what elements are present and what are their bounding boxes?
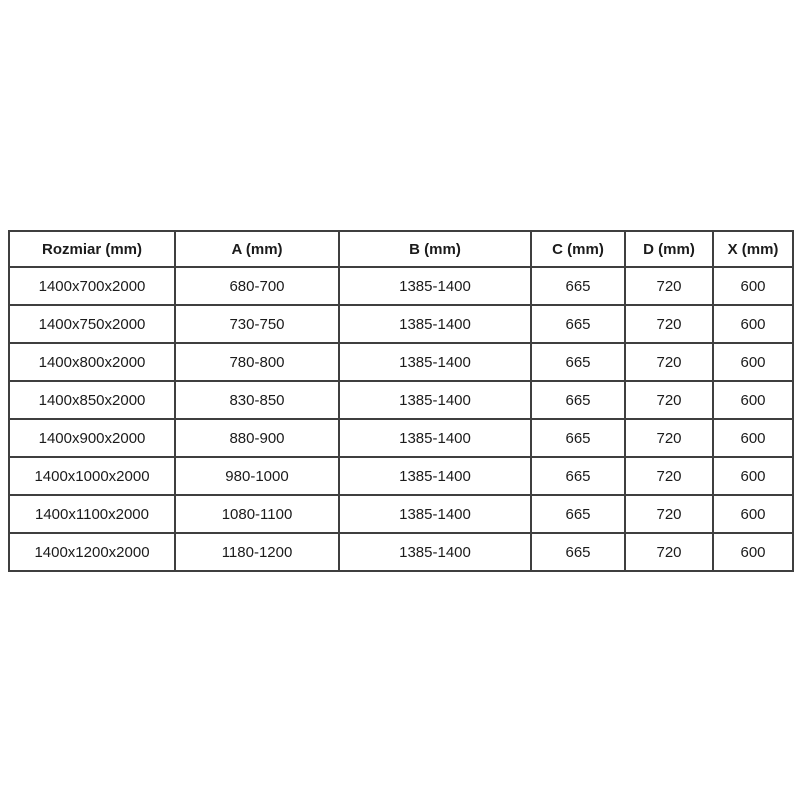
table-cell-c: 665 (531, 457, 625, 495)
table-body (9, 267, 793, 571)
table-cell-d: 720 (625, 381, 713, 419)
table-cell-d: 720 (625, 305, 713, 343)
table-row (9, 305, 793, 343)
table-cell-d: 720 (625, 533, 713, 571)
table-cell-d: 720 (625, 495, 713, 533)
table-cell-c: 665 (531, 533, 625, 571)
dimensions-table (8, 230, 794, 572)
table-cell-c: 665 (531, 381, 625, 419)
table-cell-b: 1385-1400 (339, 533, 531, 571)
column-header-c: C (mm) (531, 231, 625, 267)
table-cell-b: 1385-1400 (339, 457, 531, 495)
table-cell-d: 720 (625, 267, 713, 305)
table-cell-c: 665 (531, 305, 625, 343)
table-cell-rozmiar: 1400x900x2000 (9, 419, 175, 457)
table-cell-x: 600 (713, 343, 793, 381)
table-cell-a: 780-800 (175, 343, 339, 381)
table-cell-c: 665 (531, 267, 625, 305)
table-cell-x: 600 (713, 495, 793, 533)
table-cell-rozmiar: 1400x1100x2000 (9, 495, 175, 533)
table-cell-b: 1385-1400 (339, 305, 531, 343)
table-cell-a: 1080-1100 (175, 495, 339, 533)
table-row (9, 419, 793, 457)
table-cell-b: 1385-1400 (339, 343, 531, 381)
table-cell-rozmiar: 1400x750x2000 (9, 305, 175, 343)
column-header-rozmiar: Rozmiar (mm) (9, 231, 175, 267)
table-cell-x: 600 (713, 457, 793, 495)
table-cell-b: 1385-1400 (339, 267, 531, 305)
table-cell-x: 600 (713, 533, 793, 571)
table-cell-x: 600 (713, 305, 793, 343)
column-header-d: D (mm) (625, 231, 713, 267)
table-cell-c: 665 (531, 419, 625, 457)
table-row (9, 267, 793, 305)
table-cell-rozmiar: 1400x1200x2000 (9, 533, 175, 571)
table-cell-b: 1385-1400 (339, 419, 531, 457)
table-cell-b: 1385-1400 (339, 381, 531, 419)
table-row (9, 533, 793, 571)
table-cell-d: 720 (625, 419, 713, 457)
table-header-row (9, 231, 793, 267)
column-header-x: X (mm) (713, 231, 793, 267)
column-header-a: A (mm) (175, 231, 339, 267)
table-cell-a: 880-900 (175, 419, 339, 457)
table-cell-c: 665 (531, 495, 625, 533)
table-cell-rozmiar: 1400x700x2000 (9, 267, 175, 305)
table-row (9, 381, 793, 419)
table-cell-rozmiar: 1400x1000x2000 (9, 457, 175, 495)
column-header-b: B (mm) (339, 231, 531, 267)
table-cell-rozmiar: 1400x800x2000 (9, 343, 175, 381)
table-row (9, 457, 793, 495)
table-cell-rozmiar: 1400x850x2000 (9, 381, 175, 419)
table-cell-b: 1385-1400 (339, 495, 531, 533)
dimensions-table-container (8, 230, 792, 572)
table-row (9, 495, 793, 533)
table-cell-c: 665 (531, 343, 625, 381)
table-cell-x: 600 (713, 419, 793, 457)
table-cell-x: 600 (713, 267, 793, 305)
table-cell-a: 730-750 (175, 305, 339, 343)
table-cell-a: 680-700 (175, 267, 339, 305)
table-cell-d: 720 (625, 343, 713, 381)
table-cell-a: 980-1000 (175, 457, 339, 495)
table-cell-a: 1180-1200 (175, 533, 339, 571)
table-cell-a: 830-850 (175, 381, 339, 419)
table-cell-d: 720 (625, 457, 713, 495)
table-cell-x: 600 (713, 381, 793, 419)
table-row (9, 343, 793, 381)
